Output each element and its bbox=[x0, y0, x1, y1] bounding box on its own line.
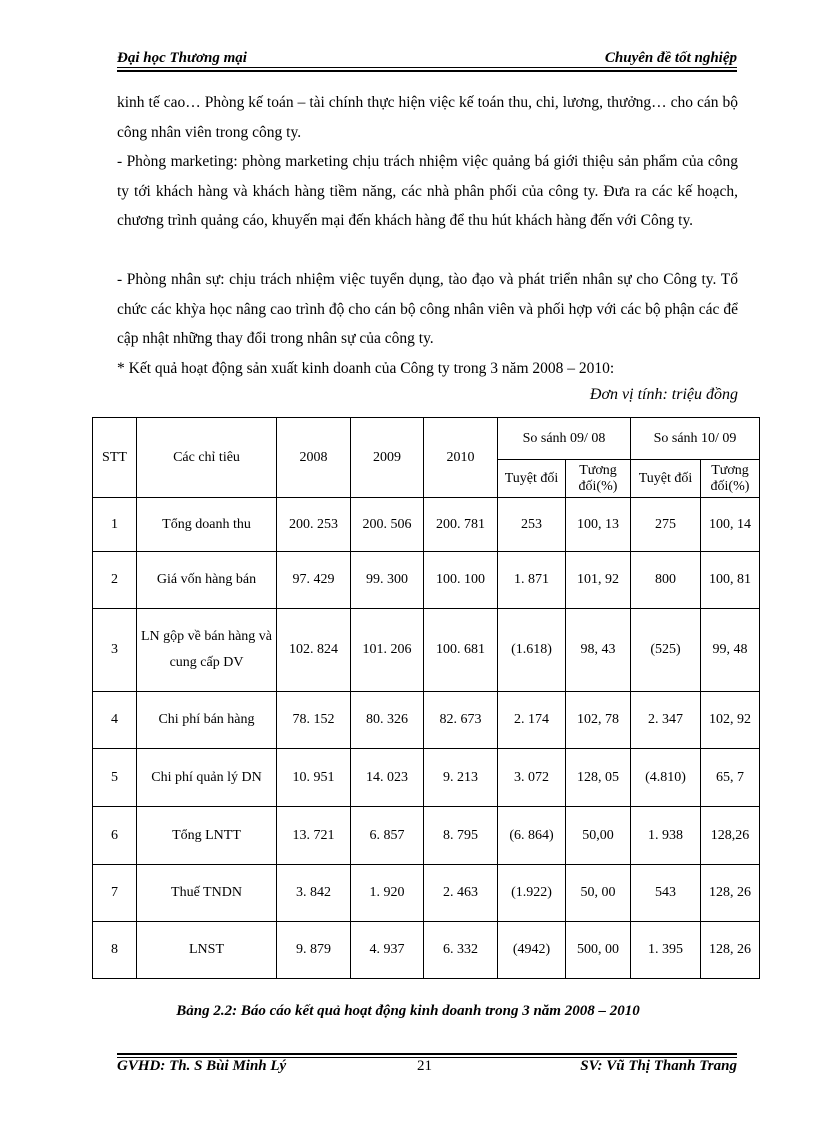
header-school: Đại học Thương mại bbox=[117, 50, 247, 66]
cell-2009: 101. 206 bbox=[351, 609, 424, 692]
cell-2009: 80. 326 bbox=[351, 692, 424, 749]
cell-relative-1: 102, 78 bbox=[566, 692, 631, 749]
cell-indicator: LNST bbox=[137, 922, 277, 979]
table-row bbox=[93, 692, 760, 749]
cell-2008: 10. 951 bbox=[277, 749, 351, 807]
cell-relative-1: 101, 92 bbox=[566, 552, 631, 609]
cell-relative-1: 128, 05 bbox=[566, 749, 631, 807]
cell-relative-2: 128, 26 bbox=[701, 865, 760, 922]
footer-student: SV: Vũ Thị Thanh Trang bbox=[580, 1058, 737, 1074]
cell-stt: 6 bbox=[93, 807, 137, 865]
paragraph-marketing: - Phòng marketing: phòng marketing chịu trách nhiệm việc quảng bá giới thiệu sản phẩm của công ty tới khách hàng và khách hàng tiềm năng, các nhà phân phối của công ty. Đưa ra các kế hoạch, chương trình quảng cáo, khuyến mại đến khách hàng để thu hút khách hàng đến với Công ty. bbox=[117, 153, 738, 229]
cell-2009: 14. 023 bbox=[351, 749, 424, 807]
cell-absolute-2: 800 bbox=[631, 552, 701, 609]
cell-indicator: Tổng LNTT bbox=[137, 807, 277, 865]
unit-label: Đơn vị tính: triệu đồng bbox=[589, 386, 738, 403]
header-rule-thick bbox=[117, 70, 737, 72]
cell-relative-2: 65, 7 bbox=[701, 749, 760, 807]
table-row bbox=[93, 865, 760, 922]
cell-relative-1: 98, 43 bbox=[566, 609, 631, 692]
paragraph-results-intro: * Kết quả hoạt động sản xuất kinh doanh của Công ty trong 3 năm 2008 – 2010: bbox=[117, 360, 615, 377]
cell-absolute-1: 3. 072 bbox=[498, 749, 566, 807]
cell-2010: 6. 332 bbox=[424, 922, 498, 979]
table-row bbox=[93, 552, 760, 609]
header-absolute-2: Tuyệt đối bbox=[631, 460, 701, 498]
cell-absolute-1: 1. 871 bbox=[498, 552, 566, 609]
cell-absolute-2: 2. 347 bbox=[631, 692, 701, 749]
cell-relative-2: 100, 14 bbox=[701, 498, 760, 552]
header-rule bbox=[117, 67, 737, 68]
cell-indicator: Giá vốn hàng bán bbox=[137, 552, 277, 609]
cell-2008: 9. 879 bbox=[277, 922, 351, 979]
cell-absolute-1: 2. 174 bbox=[498, 692, 566, 749]
cell-2010: 100. 681 bbox=[424, 609, 498, 692]
header-compare-09-08: So sánh 09/ 08 bbox=[498, 418, 631, 460]
cell-absolute-2: 275 bbox=[631, 498, 701, 552]
cell-relative-1: 50, 00 bbox=[566, 865, 631, 922]
cell-absolute-1: (1.922) bbox=[498, 865, 566, 922]
table-row bbox=[93, 498, 760, 552]
cell-absolute-1: (6. 864) bbox=[498, 807, 566, 865]
cell-stt: 7 bbox=[93, 865, 137, 922]
cell-2010: 200. 781 bbox=[424, 498, 498, 552]
table-row bbox=[93, 749, 760, 807]
cell-2010: 8. 795 bbox=[424, 807, 498, 865]
cell-absolute-1: (1.618) bbox=[498, 609, 566, 692]
business-results-table bbox=[92, 417, 760, 979]
cell-relative-1: 500, 00 bbox=[566, 922, 631, 979]
header-2010: 2010 bbox=[424, 418, 498, 498]
cell-relative-2: 100, 81 bbox=[701, 552, 760, 609]
cell-absolute-2: (525) bbox=[631, 609, 701, 692]
cell-2009: 1. 920 bbox=[351, 865, 424, 922]
footer-rule-thick bbox=[117, 1053, 737, 1055]
cell-2009: 99. 300 bbox=[351, 552, 424, 609]
header-stt: STT bbox=[93, 418, 137, 498]
cell-2008: 97. 429 bbox=[277, 552, 351, 609]
cell-relative-2: 102, 92 bbox=[701, 692, 760, 749]
cell-relative-2: 128, 26 bbox=[701, 922, 760, 979]
paragraph-accounting: kinh tế cao… Phòng kế toán – tài chính thực hiện việc kế toán thu, chi, lương, thưởng… cho cán bộ công nhân viên trong công ty. bbox=[117, 94, 738, 141]
cell-2009: 6. 857 bbox=[351, 807, 424, 865]
header-indicator: Các chỉ tiêu bbox=[137, 418, 277, 498]
cell-2008: 102. 824 bbox=[277, 609, 351, 692]
cell-relative-2: 99, 48 bbox=[701, 609, 760, 692]
cell-2009: 200. 506 bbox=[351, 498, 424, 552]
cell-indicator: Chi phí bán hàng bbox=[137, 692, 277, 749]
cell-stt: 2 bbox=[93, 552, 137, 609]
table-row bbox=[93, 609, 760, 692]
footer-supervisor: GVHD: Th. S Bùi Minh Lý bbox=[117, 1058, 287, 1074]
table-caption: Bảng 2.2: Báo cáo kết quả hoạt động kinh doanh trong 3 năm 2008 – 2010 bbox=[176, 1003, 640, 1019]
cell-indicator: LN gộp về bán hàng và cung cấp DV bbox=[137, 609, 277, 692]
cell-2010: 2. 463 bbox=[424, 865, 498, 922]
header-relative-1: Tương đối(%) bbox=[566, 460, 631, 498]
header-compare-10-09: So sánh 10/ 09 bbox=[631, 418, 760, 460]
cell-stt: 1 bbox=[93, 498, 137, 552]
header-relative-2: Tương đối(%) bbox=[701, 460, 760, 498]
cell-stt: 4 bbox=[93, 692, 137, 749]
cell-2008: 200. 253 bbox=[277, 498, 351, 552]
page-number: 21 bbox=[417, 1058, 432, 1074]
cell-2010: 9. 213 bbox=[424, 749, 498, 807]
header-absolute-1: Tuyệt đối bbox=[498, 460, 566, 498]
cell-2008: 3. 842 bbox=[277, 865, 351, 922]
paragraph-hr: - Phòng nhân sự: chịu trách nhiệm việc tuyển dụng, tào đạo và phát triển nhân sự cho Công ty. Tổ chức các khỳa học nâng cao trình độ cho cán bộ công nhân viên và phối hợp với các bộ phận các để cập nhật những thay đổi trong nhân sự của công ty. bbox=[117, 271, 738, 347]
cell-relative-1: 50,00 bbox=[566, 807, 631, 865]
cell-indicator: Thuế TNDN bbox=[137, 865, 277, 922]
cell-relative-2: 128,26 bbox=[701, 807, 760, 865]
cell-absolute-2: (4.810) bbox=[631, 749, 701, 807]
table-row bbox=[93, 807, 760, 865]
header-doc-type: Chuyên đề tốt nghiệp bbox=[604, 50, 737, 66]
cell-2008: 13. 721 bbox=[277, 807, 351, 865]
cell-stt: 8 bbox=[93, 922, 137, 979]
cell-absolute-1: 253 bbox=[498, 498, 566, 552]
cell-2010: 100. 100 bbox=[424, 552, 498, 609]
cell-indicator: Chi phí quản lý DN bbox=[137, 749, 277, 807]
page-footer bbox=[117, 1058, 737, 1078]
cell-2008: 78. 152 bbox=[277, 692, 351, 749]
cell-relative-1: 100, 13 bbox=[566, 498, 631, 552]
cell-absolute-2: 543 bbox=[631, 865, 701, 922]
header-2009: 2009 bbox=[351, 418, 424, 498]
header-2008: 2008 bbox=[277, 418, 351, 498]
cell-2009: 4. 937 bbox=[351, 922, 424, 979]
cell-2010: 82. 673 bbox=[424, 692, 498, 749]
cell-absolute-2: 1. 938 bbox=[631, 807, 701, 865]
cell-stt: 5 bbox=[93, 749, 137, 807]
table-row bbox=[93, 922, 760, 979]
cell-absolute-1: (4942) bbox=[498, 922, 566, 979]
cell-stt: 3 bbox=[93, 609, 137, 692]
cell-indicator: Tổng doanh thu bbox=[137, 498, 277, 552]
cell-absolute-2: 1. 395 bbox=[631, 922, 701, 979]
